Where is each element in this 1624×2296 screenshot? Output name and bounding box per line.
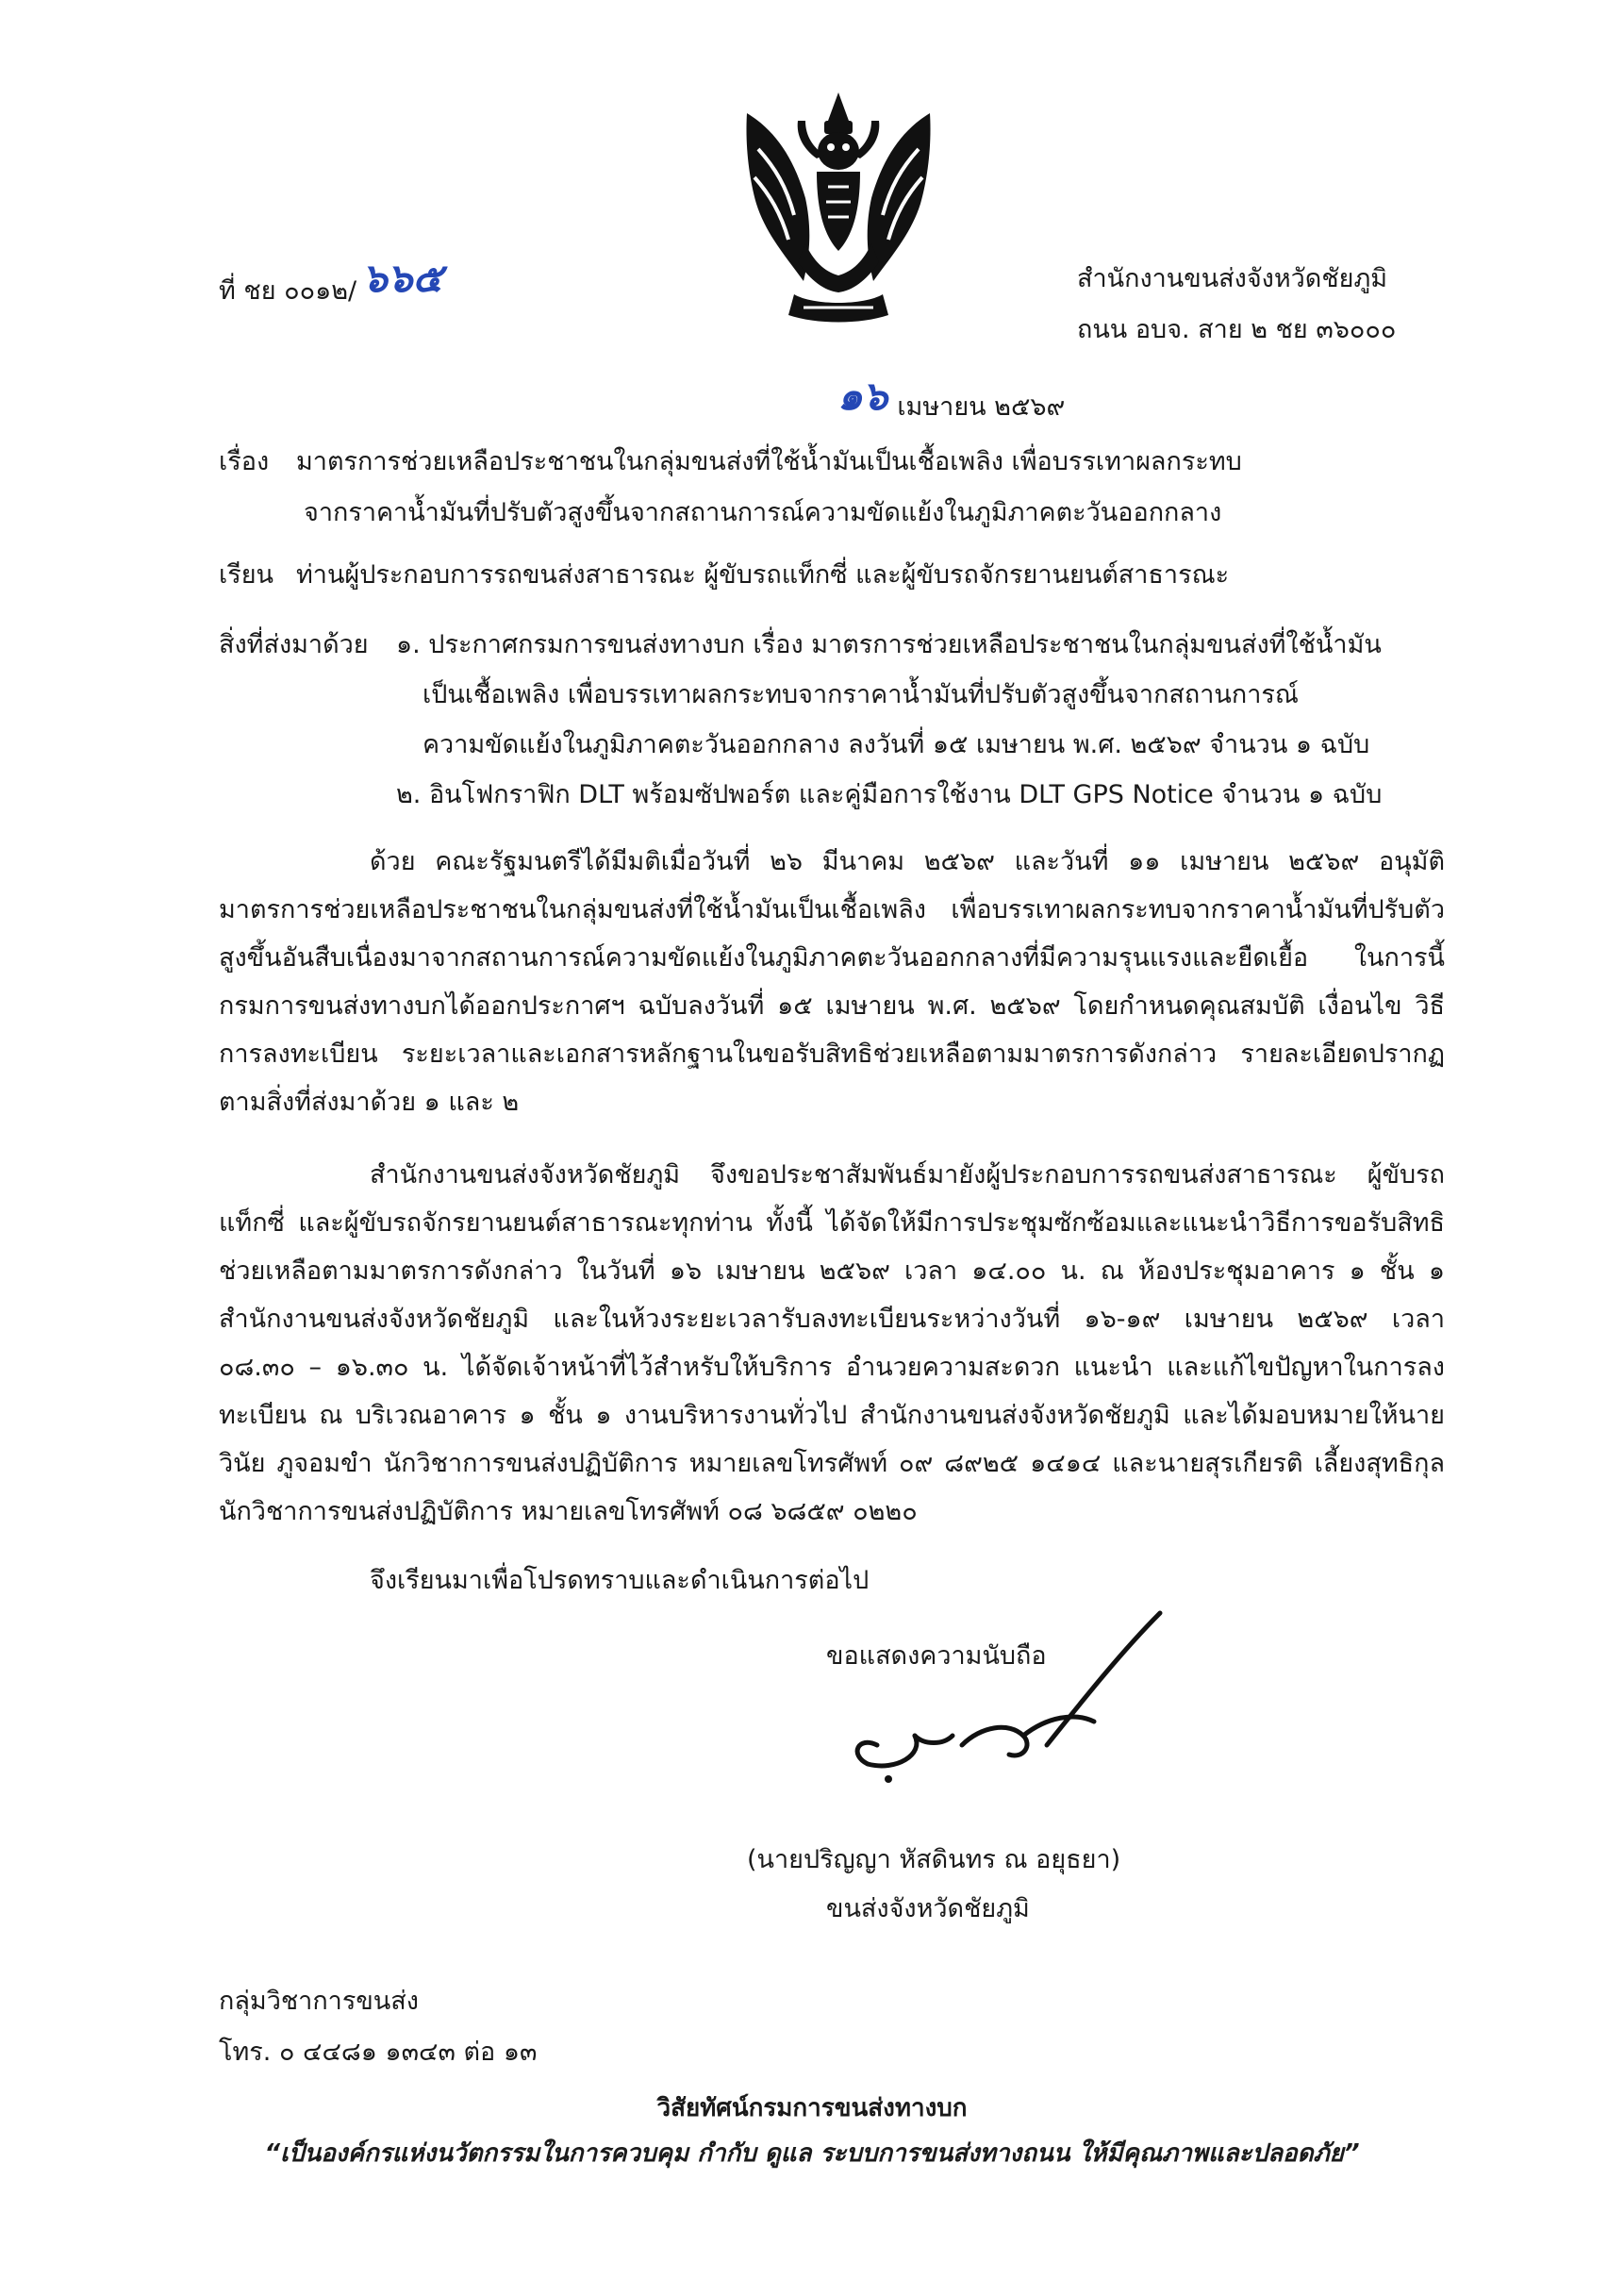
handwritten-date-day: ๑๖ xyxy=(837,373,888,419)
body-paragraph-1: ด้วย คณะรัฐมนตรีได้มีมติเมื่อวันที่ ๒๖ มีนาคม ๒๕๖๙ และวันที่ ๑๑ เมษายน ๒๕๖๙ อนุมัติมาตรการช่วยเหลือประชาชนในกลุ่มขนส่งที่ใช้น้ำมันเป็นเชื้อเพลิง เพื่อบรรเทาผลกระทบจากราคาน้ำมันที่ปรับตัวสูงขึ้นอันสืบเนื่องมาจากสถานการณ์ความขัดแย้งในภูมิภาคตะวันออกกลางที่มีความรุนแรงและยืดเยื้อ ในการนี้ กรมการขนส่งทางบกได้ออกประกาศฯ ฉบับลงวันที่ ๑๕ เมษายน พ.ศ. ๒๕๖๙ โดยกำหนดคุณสมบัติ เงื่อนไข วิธีการลงทะเบียน ระยะเวลาและเอกสารหลักฐานในขอรับสิทธิช่วยเหลือตามมาตรการดังกล่าว รายละเอียดปรากฏตามสิ่งที่ส่งมาด้วย ๑ และ ๒ xyxy=(219,847,1445,1117)
signature-icon xyxy=(820,1604,1179,1792)
enclosure-1-line-3: ความขัดแย้งในภูมิภาคตะวันออกกลาง ลงวันที่ ๑๕ เมษายน พ.ศ. ๒๕๖๙ จำนวน ๑ ฉบับ xyxy=(423,730,1370,759)
enclosure-1-line-2: เป็นเชื้อเพลิง เพื่อบรรเทาผลกระทบจากราคาน้ำมันที่ปรับตัวสูงขึ้นจากสถานการณ์ xyxy=(423,680,1299,709)
closing-sentence: จึงเรียนมาเพื่อโปรดทราบและดำเนินการต่อไป xyxy=(370,1566,870,1595)
vision-title: วิสัยทัศน์กรมการขนส่งทางบก xyxy=(656,2094,968,2122)
vision-text: “เป็นองค์กรแห่งนวัตกรรมในการควบคุม กำกับ ดูแล ระบบการขนส่งทางถนน ให้มีคุณภาพและปลอดภัย” xyxy=(264,2139,1360,2168)
salutation: ขอแสดงความนับถือ xyxy=(826,1641,1047,1671)
signer-position: ขนส่งจังหวัดชัยภูมิ xyxy=(826,1894,1030,1923)
letter-date: ๑๖ เมษายน ๒๕๖๙ xyxy=(837,373,1066,422)
subject-line-1: มาตรการช่วยเหลือประชาชนในกลุ่มขนส่งที่ใช้น้ำมันเป็นเชื้อเพลิง เพื่อบรรเทาผลกระทบ xyxy=(296,447,1242,476)
office-name: สำนักงานขนส่งจังหวัดชัยภูมิ xyxy=(1077,264,1388,293)
recipient-text: ท่านผู้ประกอบการรถขนส่งสาธารณะ ผู้ขับรถแท็กซี่ และผู้ขับรถจักรยานยนต์สาธารณะ xyxy=(296,560,1230,590)
subject-line-2: จากราคาน้ำมันที่ปรับตัวสูงขึ้นจากสถานการณ์ความขัดแย้งในภูมิภาคตะวันออกกลาง xyxy=(304,498,1222,527)
recipient-label: เรียน xyxy=(219,560,274,590)
handwritten-reference-number: ๖๖๕ xyxy=(362,255,443,301)
subject-label: เรื่อง xyxy=(219,447,270,476)
body-paragraph-2: สำนักงานขนส่งจังหวัดชัยภูมิ จึงขอประชาสัมพันธ์มายังผู้ประกอบการรถขนส่งสาธารณะ ผู้ขับรถแท็กซี่ และผู้ขับรถจักรยานยนต์สาธารณะทุกท่าน ทั้งนี้ ได้จัดให้มีการประชุมซักซ้อมและแนะนำวิธีการขอรับสิทธิช่วยเหลือตามมาตรการดังกล่าว ในวันที่ ๑๖ เมษายน ๒๕๖๙ เวลา ๑๔.๐๐ น. ณ ห้องประชุมอาคาร ๑ ชั้น ๑ สำนักงานขนส่งจังหวัดชัยภูมิ และในห้วงระยะเวลารับลงทะเบียนระหว่างวันที่ ๑๖-๑๙ เมษายน ๒๕๖๙ เวลา ๐๘.๓๐ – ๑๖.๓๐ น. ได้จัดเจ้าหน้าที่ไว้สำหรับให้บริการ อำนวยความสะดวก แนะนำ และแก้ไขปัญหาในการลงทะเบียน ณ บริเวณอาคาร ๑ ชั้น ๑ งานบริหารงานทั่วไป สำนักงานขนส่งจังหวัดชัยภูมิ และได้มอบหมายให้นายวินัย ภูจอมขำ นักวิชาการขนส่งปฏิบัติการ หมายเลขโทรศัพท์ ๐๙ ๘๙๒๕ ๑๔๑๔ และนายสุรเกียรติ เลี้ยงสุทธิกุล นักวิชาการขนส่งปฏิบัติการ หมายเลขโทรศัพท์ ๐๘ ๖๘๕๙ ๐๒๒๐ xyxy=(219,1160,1445,1526)
enclosure-1-line-1: ๑. ประกาศกรมการขนส่งทางบก เรื่อง มาตรการช่วยเหลือประชาชนในกลุ่มขนส่งที่ใช้น้ำมัน xyxy=(396,630,1382,659)
enclosure-label: สิ่งที่ส่งมาด้วย xyxy=(219,630,369,659)
signer-name: (นายปริญญา หัสดินทร ณ อยุธยา) xyxy=(747,1845,1121,1874)
garuda-emblem-icon xyxy=(737,92,939,324)
reference-number: ที่ ชย ๐๐๑๒/ ๖๖๕ xyxy=(219,255,443,306)
phone-number: โทร. ๐ ๔๔๘๑ ๑๓๔๓ ต่อ ๑๓ xyxy=(219,2038,538,2067)
department: กลุ่มวิชาการขนส่ง xyxy=(219,1987,419,2016)
office-address: ถนน อบจ. สาย ๒ ชย ๓๖๐๐๐ xyxy=(1077,315,1397,344)
enclosure-2: ๒. อินโฟกราฟิก DLT พร้อมซัปพอร์ต และคู่มือการใช้งาน DLT GPS Notice จำนวน ๑ ฉบับ xyxy=(396,780,1383,809)
